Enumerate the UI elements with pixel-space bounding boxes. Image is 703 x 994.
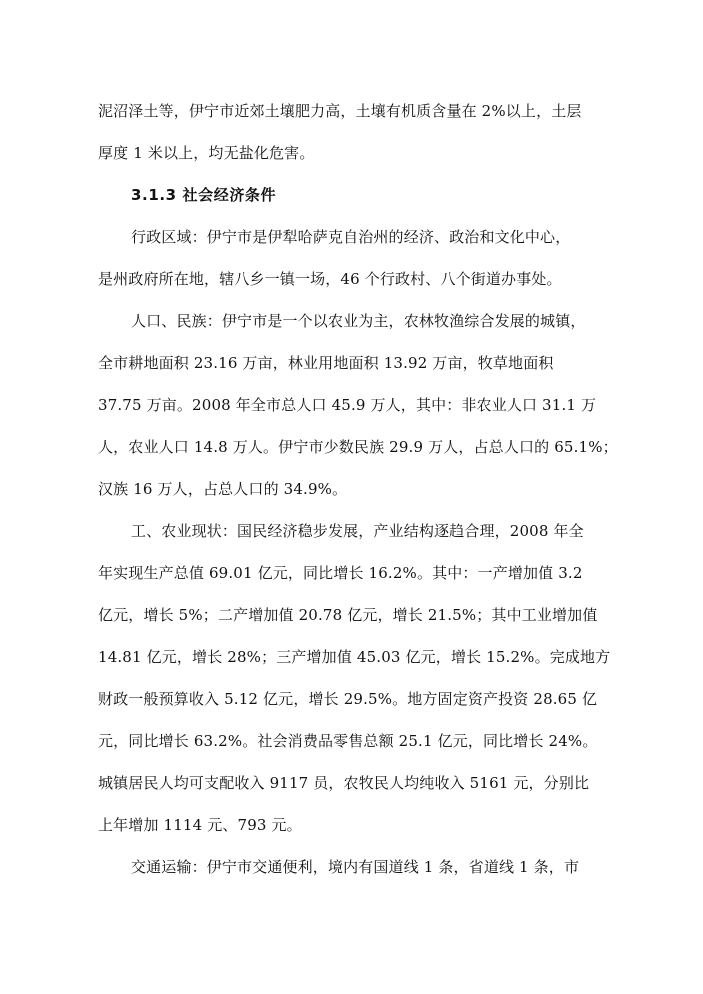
- paragraph-admin-line-2: 是州政府所在地，辖八乡一镇一场，46 个行政村、八个街道办事处。: [98, 270, 562, 288]
- paragraph-economy-line-2: 年实现生产总值 69.01 亿元，同比增长 16.2%。其中：一产增加值 3.2: [98, 564, 583, 582]
- paragraph-soil-line-1: 泥沼泽土等，伊宁市近郊土壤肥力高，土壤有机质含量在 2%以上，土层: [98, 102, 582, 120]
- paragraph-population-line-5: 汉族 16 万人，占总人口的 34.9%。: [98, 480, 348, 498]
- paragraph-economy-line-1: 工、农业现状：国民经济稳步发展，产业结构逐趋合理，2008 年全: [131, 522, 584, 540]
- paragraph-economy-line-5: 财政一般预算收入 5.12 亿元，增长 29.5%。地方固定资产投资 28.65 亿: [98, 690, 598, 708]
- paragraph-population-line-3: 37.75 万亩。2008 年全市总人口 45.9 万人，其中：非农业人口 31.1 万: [98, 396, 597, 414]
- paragraph-transport-line-1: 交通运输：伊宁市交通便利，境内有国道线 1 条，省道线 1 条，市: [131, 858, 580, 876]
- paragraph-economy-line-4: 14.81 亿元，增长 28%；三产增加值 45.03 亿元，增长 15.2%。完成地方: [98, 648, 611, 666]
- paragraph-economy-line-8: 上年增加 1114 元、793 元。: [98, 816, 302, 834]
- paragraph-population-line-1: 人口、民族：伊宁市是一个以农业为主，农林牧渔综合发展的城镇，: [131, 312, 586, 330]
- paragraph-admin-line-1: 行政区域：伊宁市是伊犁哈萨克自治州的经济、政治和文化中心，: [131, 228, 571, 246]
- paragraph-economy-line-6: 元，同比增长 63.2%。社会消费品零售总额 25.1 亿元，同比增长 24%。: [98, 732, 598, 750]
- paragraph-population-line-4: 人，农业人口 14.8 万人。伊宁市少数民族 29.9 万人，占总人口的 65.1%；: [98, 438, 618, 456]
- paragraph-population-line-2: 全市耕地面积 23.16 万亩，林业用地面积 13.92 万亩，牧草地面积: [98, 354, 554, 372]
- paragraph-economy-line-7: 城镇居民人均可支配收入 9117 员，农牧民人均纯收入 5161 元，分别比: [98, 774, 590, 792]
- section-heading: 3.1.3 社会经济条件: [131, 186, 277, 204]
- paragraph-economy-line-3: 亿元，增长 5%；二产增加值 20.78 亿元，增长 21.5%；其中工业增加值: [98, 606, 598, 624]
- paragraph-soil-line-2: 厚度 1 米以上，均无盐化危害。: [98, 144, 315, 162]
